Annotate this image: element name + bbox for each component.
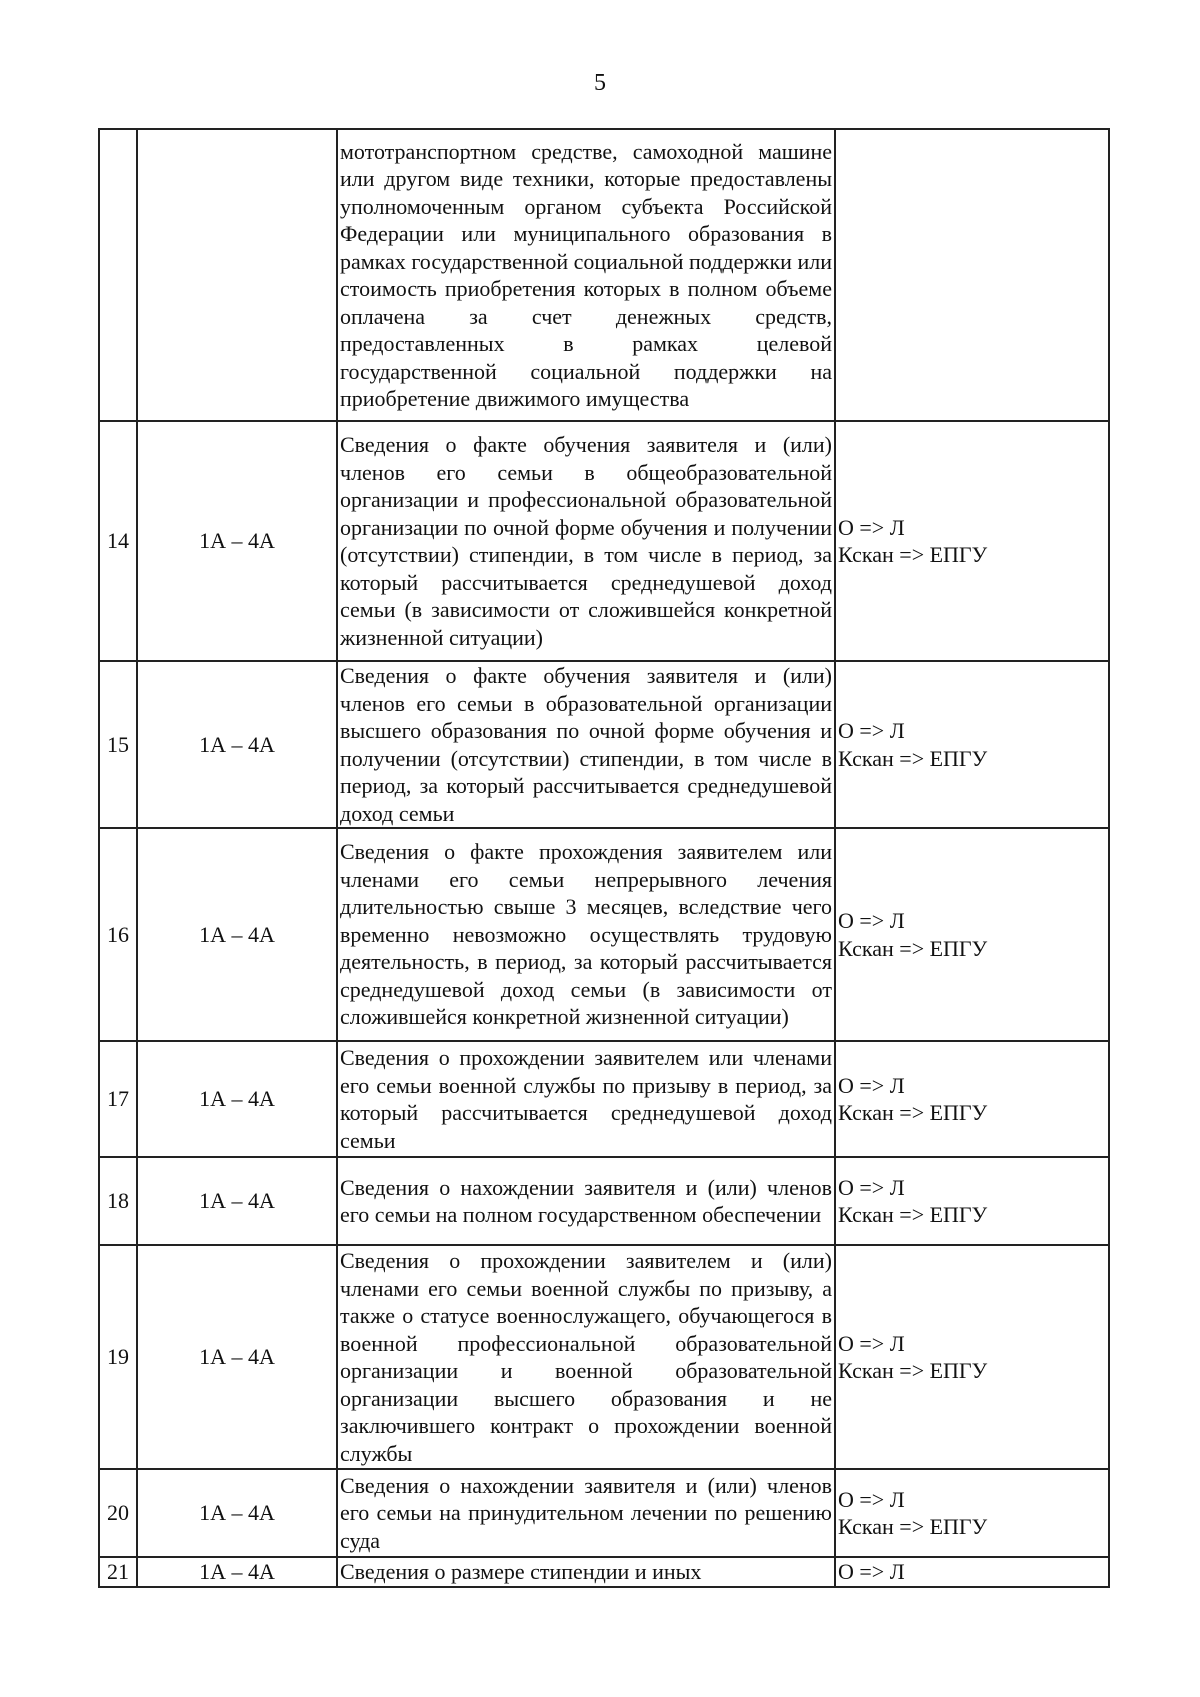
row-category bbox=[137, 129, 337, 421]
method-line-1: О => Л bbox=[838, 514, 905, 540]
row-category: 1А – 4А bbox=[137, 1245, 337, 1469]
row-number: 17 bbox=[99, 1041, 137, 1157]
table-row bbox=[99, 1157, 1109, 1245]
row-description: Сведения о факте обучения заявителя и (или) членов его семьи в образовательной организации высшего образования по очной форме обучения и получении (отсутствии) стипендии, в том числе в период, за который рассчитывается среднедушевой доход семьи bbox=[337, 661, 835, 828]
row-description: Сведения о прохождении заявителем и (или) членами его семьи военной службы по призыву, а также о статусе военнослужащего, обучающегося в военной профессиональной образовательной организации и военной образовательной организации высшего образования и не заключившего контракт о прохождении военной службы bbox=[337, 1245, 835, 1469]
table-row bbox=[99, 661, 1109, 828]
method-line-2: Кскан => ЕПГУ bbox=[838, 935, 988, 961]
row-number: 19 bbox=[99, 1245, 137, 1469]
method-line-2: Кскан => ЕПГУ bbox=[838, 1202, 988, 1227]
method-line-1: О => Л bbox=[838, 1330, 905, 1356]
method-line-1: О => Л bbox=[838, 1486, 905, 1512]
method-line-2: Кскан => ЕПГУ bbox=[838, 1514, 988, 1539]
row-description: Сведения о нахождении заявителя и (или) членов его семьи на полном государственном обеспечении bbox=[337, 1157, 835, 1245]
row-category: 1А – 4А bbox=[137, 1157, 337, 1245]
row-category: 1А – 4А bbox=[137, 828, 337, 1041]
row-method bbox=[835, 1245, 1109, 1469]
table-row bbox=[99, 1469, 1109, 1557]
row-method bbox=[835, 661, 1109, 828]
method-line-1: О => Л bbox=[838, 908, 905, 933]
method-line-1: О => Л bbox=[838, 1072, 905, 1098]
table-row bbox=[99, 421, 1109, 661]
row-method bbox=[835, 129, 1109, 421]
table-row bbox=[99, 1041, 1109, 1157]
row-description: Сведения о размере стипендии и иных bbox=[337, 1557, 835, 1587]
row-number bbox=[99, 129, 137, 421]
method-line-2: Кскан => ЕПГУ bbox=[838, 745, 988, 771]
row-number: 15 bbox=[99, 661, 137, 828]
row-number: 21 bbox=[99, 1557, 137, 1587]
row-method bbox=[835, 828, 1109, 1041]
row-description: Сведения о нахождении заявителя и (или) членов его семьи на принудительном лечении по решению суда bbox=[337, 1469, 835, 1557]
row-description: Сведения о прохождении заявителем или членами его семьи военной службы по призыву в период, за который рассчитывается среднедушевой доход семьи bbox=[337, 1041, 835, 1157]
row-method bbox=[835, 1041, 1109, 1157]
row-category: 1А – 4А bbox=[137, 1041, 337, 1157]
method-line-2: Кскан => ЕПГУ bbox=[838, 1358, 988, 1383]
row-category: 1А – 4А bbox=[137, 1469, 337, 1557]
row-number: 16 bbox=[99, 828, 137, 1041]
table-row bbox=[99, 129, 1109, 421]
row-description: мототранспортном средстве, самоходной машине или другом виде техники, которые предоставлены уполномоченным органом субъекта Российской Федерации или муниципального образования в рамках государственной социальной поддержки или стоимость приобретения которых в полном объеме оплачена за счет денежных средств, предоставленных в рамках целевой государственной социальной поддержки на приобретение движимого имущества bbox=[337, 129, 835, 421]
row-method bbox=[835, 1469, 1109, 1557]
document-table bbox=[98, 128, 1110, 1588]
row-number: 14 bbox=[99, 421, 137, 661]
table-row bbox=[99, 828, 1109, 1041]
method-line-2: Кскан => ЕПГУ bbox=[838, 542, 988, 567]
row-category: 1А – 4А bbox=[137, 1557, 337, 1587]
method-line-1: О => Л bbox=[838, 1174, 905, 1200]
table-row bbox=[99, 1557, 1109, 1587]
method-line-2: Кскан => ЕПГУ bbox=[838, 1100, 988, 1125]
method-line-1: О => Л bbox=[838, 718, 905, 743]
method-line-1: О => Л bbox=[838, 1559, 905, 1584]
page-number: 5 bbox=[594, 70, 606, 96]
row-method bbox=[835, 1557, 1109, 1587]
row-number: 20 bbox=[99, 1469, 137, 1557]
row-category: 1А – 4А bbox=[137, 661, 337, 828]
table-row bbox=[99, 1245, 1109, 1469]
row-category: 1А – 4А bbox=[137, 421, 337, 661]
row-method bbox=[835, 1157, 1109, 1245]
row-description: Сведения о факте прохождения заявителем или членами его семьи непрерывного лечения длительностью свыше 3 месяцев, вследствие чего временно невозможно осуществлять трудовую деятельность, в период, за который рассчитывается среднедушевой доход семьи (в зависимости от сложившейся конкретной жизненной ситуации) bbox=[337, 828, 835, 1041]
row-method bbox=[835, 421, 1109, 661]
row-number: 18 bbox=[99, 1157, 137, 1245]
row-description: Сведения о факте обучения заявителя и (или) членов его семьи в общеобразовательной организации и профессиональной образовательной организации по очной форме обучения и получении (отсутствии) стипендии, в том числе в период, за который рассчитывается среднедушевой доход семьи (в зависимости от сложившейся конкретной жизненной ситуации) bbox=[337, 421, 835, 661]
